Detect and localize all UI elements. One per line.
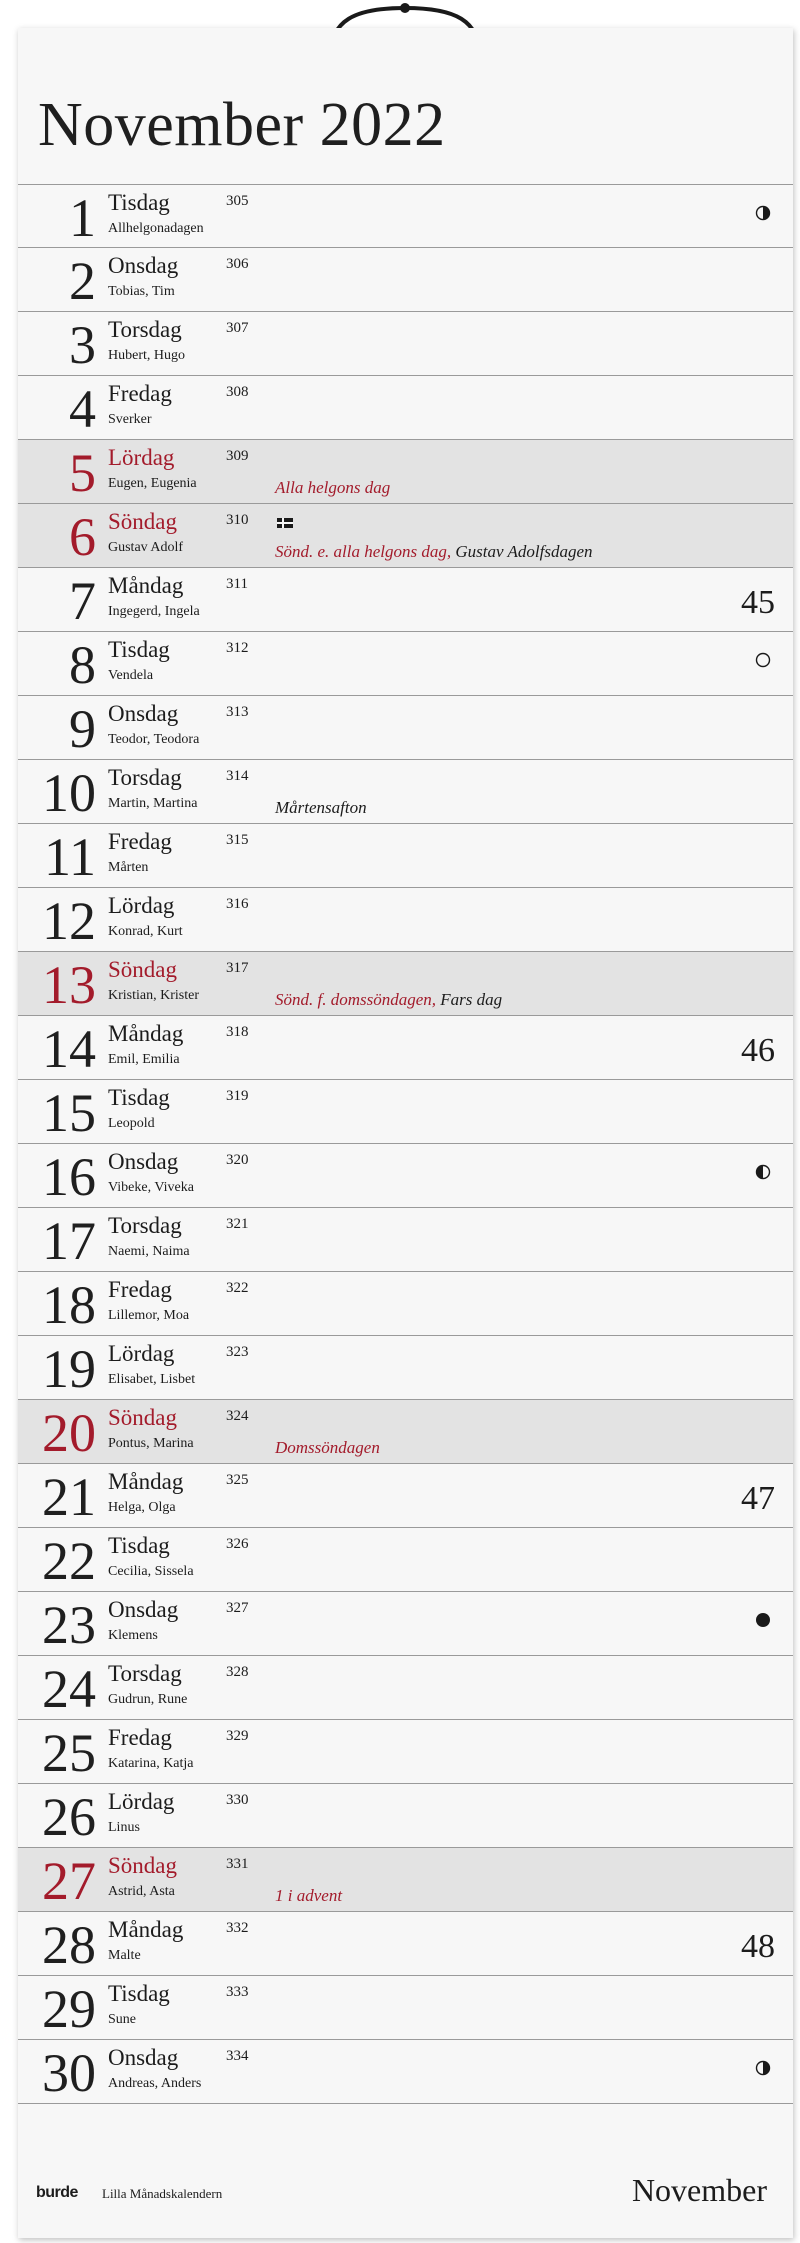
weekday-name: Lördag — [108, 893, 175, 918]
day-number: 24 — [42, 1659, 96, 1719]
holiday-note-text: Gustav Adolfsdagen — [451, 542, 593, 561]
holiday-note — [275, 478, 390, 498]
weekday-name: Torsdag — [108, 1213, 182, 1238]
first-quarter-icon — [755, 205, 771, 221]
name-day: Mårten — [108, 860, 149, 875]
name-day: Cecilia, Sissela — [108, 1564, 194, 1579]
day-row — [18, 824, 793, 888]
name-day: Hubert, Hugo — [108, 348, 185, 363]
day-row — [18, 760, 793, 824]
name-day: Gudrun, Rune — [108, 1692, 188, 1707]
day-number: 8 — [69, 635, 96, 695]
weekday-name: Tisdag — [108, 1981, 170, 2006]
day-of-year: 314 — [226, 768, 249, 784]
day-of-year: 323 — [226, 1344, 249, 1360]
weekday-name: Söndag — [108, 1405, 177, 1430]
day-list — [18, 184, 793, 2104]
weekday-name: Tisdag — [108, 190, 170, 215]
day-row — [18, 312, 793, 376]
day-number: 9 — [69, 699, 96, 759]
day-of-year: 320 — [226, 1152, 249, 1168]
name-day: Leopold — [108, 1116, 155, 1131]
weekday-name: Måndag — [108, 1021, 184, 1046]
name-day: Malte — [108, 1948, 141, 1963]
day-of-year: 315 — [226, 832, 249, 848]
day-of-year: 325 — [226, 1472, 249, 1488]
name-day: Sune — [108, 2012, 136, 2027]
day-of-year: 329 — [226, 1728, 249, 1744]
name-day: Gustav Adolf — [108, 540, 184, 555]
day-row — [18, 1144, 793, 1208]
weekday-name: Måndag — [108, 1917, 184, 1942]
day-row — [18, 1528, 793, 1592]
weekday-name: Måndag — [108, 1469, 184, 1494]
day-row — [18, 1592, 793, 1656]
weekday-name: Torsdag — [108, 1661, 182, 1686]
day-of-year: 328 — [226, 1664, 249, 1680]
weekday-name: Onsdag — [108, 1597, 179, 1622]
name-day: Naemi, Naima — [108, 1244, 190, 1259]
day-row — [18, 1016, 793, 1080]
weekday-name: Söndag — [108, 957, 177, 982]
day-of-year: 313 — [226, 704, 249, 720]
name-day: Kristian, Krister — [108, 988, 199, 1003]
day-of-year: 332 — [226, 1920, 249, 1936]
calendar-page — [18, 28, 793, 2238]
week-number: 46 — [741, 1032, 775, 1069]
name-day: Lillemor, Moa — [108, 1308, 190, 1323]
day-row — [18, 1976, 793, 2040]
flag-day-icon — [277, 518, 293, 528]
holiday-note — [275, 798, 367, 818]
day-row — [18, 1464, 793, 1528]
day-of-year: 306 — [226, 256, 249, 272]
day-of-year: 312 — [226, 640, 249, 656]
day-of-year: 327 — [226, 1600, 249, 1616]
name-day: Pontus, Marina — [108, 1436, 194, 1451]
day-of-year: 333 — [226, 1984, 249, 2000]
day-of-year: 318 — [226, 1024, 249, 1040]
weekday-name: Måndag — [108, 573, 184, 598]
name-day: Konrad, Kurt — [108, 924, 183, 939]
day-row — [18, 696, 793, 760]
name-day: Katarina, Katja — [108, 1756, 194, 1771]
day-number: 16 — [42, 1147, 96, 1207]
day-number: 28 — [42, 1915, 96, 1975]
page-title: November 2022 — [38, 91, 446, 159]
weekday-name: Onsdag — [108, 253, 179, 278]
day-number: 12 — [42, 891, 96, 951]
day-row — [18, 888, 793, 952]
day-of-year: 309 — [226, 448, 249, 464]
holiday-note-red: Domssöndagen — [275, 1438, 380, 1457]
day-of-year: 324 — [226, 1408, 249, 1424]
day-number: 2 — [69, 251, 96, 311]
day-row — [18, 1272, 793, 1336]
day-of-year: 316 — [226, 896, 249, 912]
day-number: 11 — [44, 827, 96, 887]
day-row — [18, 1080, 793, 1144]
day-of-year: 308 — [226, 384, 249, 400]
day-number: 5 — [69, 443, 96, 503]
holiday-note-red: 1 i advent — [275, 1886, 343, 1905]
day-of-year: 305 — [226, 193, 249, 209]
day-number: 3 — [69, 315, 96, 375]
name-day: Helga, Olga — [108, 1500, 176, 1515]
weekday-name: Tisdag — [108, 1085, 170, 1110]
weekday-name: Fredag — [108, 1277, 172, 1302]
day-row — [18, 952, 793, 1016]
footer-month: November — [631, 2172, 767, 2208]
day-of-year: 334 — [226, 2048, 249, 2064]
day-of-year: 330 — [226, 1792, 249, 1808]
name-day: Linus — [108, 1820, 140, 1835]
weekday-name: Onsdag — [108, 2045, 179, 2070]
name-day: Eugen, Eugenia — [108, 476, 197, 491]
name-day: Martin, Martina — [108, 796, 198, 811]
day-row — [18, 504, 793, 568]
name-day: Klemens — [108, 1628, 158, 1643]
day-of-year: 322 — [226, 1280, 249, 1296]
day-of-year: 321 — [226, 1216, 249, 1232]
day-number: 17 — [42, 1211, 96, 1271]
day-row — [18, 248, 793, 312]
weekday-name: Tisdag — [108, 1533, 170, 1558]
brand-logo: burde — [36, 2184, 78, 2201]
day-of-year: 310 — [226, 512, 249, 528]
day-row — [18, 1848, 793, 1912]
holiday-note — [275, 1886, 342, 1906]
day-number: 13 — [42, 955, 96, 1015]
day-number: 15 — [42, 1083, 96, 1143]
last-quarter-icon — [755, 1164, 771, 1180]
weekday-name: Fredag — [108, 381, 172, 406]
week-number: 47 — [741, 1480, 775, 1517]
day-number: 22 — [42, 1531, 96, 1591]
day-number: 7 — [69, 571, 96, 631]
full-moon-icon — [755, 652, 771, 668]
day-of-year: 307 — [226, 320, 249, 336]
day-number: 25 — [42, 1723, 96, 1783]
holiday-note-red: Alla helgons dag — [275, 478, 391, 497]
day-number: 30 — [42, 2043, 96, 2103]
name-day: Elisabet, Lisbet — [108, 1372, 196, 1387]
name-day: Tobias, Tim — [108, 284, 175, 299]
day-row — [18, 632, 793, 696]
day-row — [18, 2040, 793, 2104]
product-name: Lilla Månadskalendern — [102, 2186, 223, 2201]
weekday-name: Torsdag — [108, 765, 182, 790]
day-row — [18, 184, 793, 248]
name-day: Vibeke, Viveka — [108, 1180, 194, 1195]
day-number: 21 — [42, 1467, 96, 1527]
name-day: Ingegerd, Ingela — [108, 604, 200, 619]
day-number: 26 — [42, 1787, 96, 1847]
holiday-note-text: Mårtensafton — [275, 798, 367, 817]
name-day: Allhelgonadagen — [108, 221, 204, 236]
day-number: 14 — [42, 1019, 96, 1079]
weekday-name: Söndag — [108, 509, 177, 534]
name-day: Andreas, Anders — [108, 2076, 202, 2091]
day-row — [18, 1912, 793, 1976]
weekday-name: Onsdag — [108, 701, 179, 726]
day-row — [18, 376, 793, 440]
day-row — [18, 1400, 793, 1464]
day-row — [18, 1208, 793, 1272]
name-day: Vendela — [108, 668, 154, 683]
day-number: 1 — [69, 188, 96, 248]
day-number: 10 — [42, 763, 96, 823]
day-of-year: 319 — [226, 1088, 249, 1104]
day-number: 19 — [42, 1339, 96, 1399]
weekday-name: Lördag — [108, 1789, 175, 1814]
day-row — [18, 1720, 793, 1784]
day-number: 4 — [69, 379, 96, 439]
day-row — [18, 1336, 793, 1400]
day-number: 18 — [42, 1275, 96, 1335]
day-number: 27 — [42, 1851, 96, 1911]
name-day: Sverker — [108, 412, 152, 427]
weekday-name: Torsdag — [108, 317, 182, 342]
weekday-name: Söndag — [108, 1853, 177, 1878]
footer — [18, 2170, 793, 2220]
day-of-year: 311 — [226, 576, 248, 592]
day-row — [18, 568, 793, 632]
day-of-year: 317 — [226, 960, 249, 976]
weekday-name: Fredag — [108, 1725, 172, 1750]
weekday-name: Tisdag — [108, 637, 170, 662]
weekday-name: Fredag — [108, 829, 172, 854]
weekday-name: Lördag — [108, 445, 175, 470]
day-of-year: 331 — [226, 1856, 249, 1872]
day-of-year: 326 — [226, 1536, 249, 1552]
holiday-note-red: Sönd. e. alla helgons dag, — [275, 542, 452, 561]
holiday-note — [275, 542, 593, 562]
day-number: 6 — [69, 507, 96, 567]
new-moon-icon — [755, 1612, 771, 1628]
holiday-note-red: Sönd. f. domssöndagen, — [275, 990, 437, 1009]
day-row — [18, 440, 793, 504]
day-number: 23 — [42, 1595, 96, 1655]
holiday-note — [275, 1438, 380, 1458]
day-number: 20 — [42, 1403, 96, 1463]
week-number: 48 — [741, 1928, 775, 1965]
day-row — [18, 1784, 793, 1848]
name-day: Emil, Emilia — [108, 1052, 180, 1067]
week-number: 45 — [741, 584, 775, 621]
weekday-name: Lördag — [108, 1341, 175, 1366]
day-row — [18, 1656, 793, 1720]
name-day: Teodor, Teodora — [108, 732, 200, 747]
holiday-note-text: Fars dag — [436, 990, 503, 1009]
holiday-note — [275, 990, 502, 1010]
weekday-name: Onsdag — [108, 1149, 179, 1174]
first-quarter-icon — [755, 2060, 771, 2076]
name-day: Astrid, Asta — [108, 1884, 175, 1899]
day-number: 29 — [42, 1979, 96, 2039]
